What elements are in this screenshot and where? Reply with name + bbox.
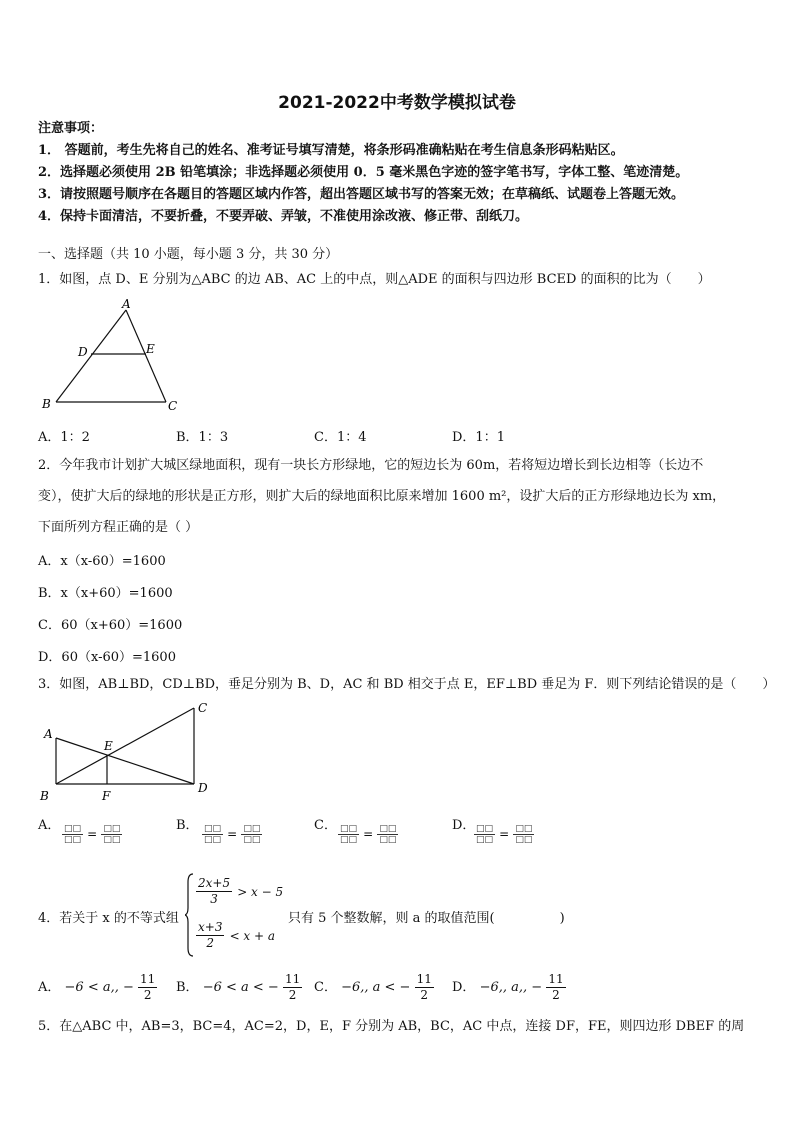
q4-option-b[interactable] (176, 972, 302, 1003)
q3-option-b-letter: B． (176, 818, 199, 833)
q3-label-a: A (44, 727, 53, 741)
q3-segment-ad (56, 738, 194, 784)
q4-ineq2-frac: $\frac{x+3}{2}$ (198, 920, 223, 950)
q3-option-a-letter: A． (38, 818, 61, 833)
q3-option-a-frac-right: $\frac{□□}{□□}$ (103, 824, 121, 845)
q3-option-d-frac-left: $\frac{□□}{□□}$ (476, 824, 494, 845)
q1-label-c: C (168, 399, 178, 413)
q3-label-f: F (102, 789, 111, 803)
q1-triangle-figure (36, 296, 186, 416)
q3-option-c-equation: $\frac{□□}{□□}$ = $\frac{□□}{□□}$ (340, 824, 397, 845)
q3-option-c-letter: C． (314, 818, 337, 833)
q2-option-b[interactable]: B．x（x+60）=1600 (38, 586, 173, 601)
q3-label-e: E (104, 739, 113, 753)
q4-inequality-1 (196, 876, 283, 907)
q4-option-d-letter: D． (452, 980, 476, 995)
q4-ineq2-rhs: < x + a (229, 929, 276, 943)
q3-option-b-equation: $\frac{□□}{□□}$ = $\frac{□□}{□□}$ (204, 824, 261, 845)
q4-option-a-frac: $\frac{11}{2}$ (140, 972, 156, 1002)
notice-item-3: 3．请按照题号顺序在各题目的答题区域内作答，超出答题区域书写的答案无效；在草稿纸、试题卷上答题无效。 (38, 187, 685, 202)
q3-figure (36, 698, 226, 808)
q2-text-line1: 2．今年我市计划扩大城区绿地面积，现有一块长方形绿地，它的短边长为 60m，若将短边增长到长边相等（长边不 (38, 458, 704, 473)
q1-text: 1．如图，点 D、E 分别为△ABC 的边 AB、AC 上的中点，则△ADE 的面积与四边形 BCED 的面积的比为（ ） (38, 272, 711, 287)
q2-option-d[interactable]: D．60（x-60）=1600 (38, 650, 176, 665)
q3-label-b: B (40, 789, 49, 803)
q4-option-b-letter: B． (176, 980, 199, 995)
q4-option-a-letter: A． (38, 980, 61, 995)
notice-heading: 注意事项： (38, 121, 104, 136)
notice-item-1: 1． 答题前，考生先将自己的姓名、准考证号填写清楚，将条形码准确粘贴在考生信息条形码粘贴区。 (38, 143, 624, 158)
q4-brace-icon (185, 872, 189, 956)
q4-option-d-expr: −6,, a,, − (479, 980, 543, 995)
q3-label-d: D (198, 781, 208, 795)
q4-option-d[interactable] (452, 972, 566, 1003)
q4-option-c-frac: $\frac{11}{2}$ (416, 972, 432, 1002)
q4-suffix: 只有 5 个整数解，则 a 的取值范围( ) (288, 911, 565, 926)
q3-option-a-frac-left: $\frac{□□}{□□}$ (64, 824, 82, 845)
q5-text: 5．在△ABC 中，AB=3，BC=4，AC=2，D，E，F 分别为 AB，BC，AC 中点，连接 DF，FE，则四边形 DBEF 的周 (38, 1019, 745, 1034)
q4-option-c-expr: −6,, a < − (341, 980, 411, 995)
q2-option-c[interactable]: C．60（x+60）=1600 (38, 618, 183, 633)
q1-side-ab (56, 310, 126, 402)
exam-title: 2021-2022中考数学模拟试卷 (278, 93, 516, 113)
q3-option-d-letter: D． (452, 818, 476, 833)
notice-item-2: 2．选择题必须使用 2B 铅笔填涂；非选择题必须使用 0．5 毫米黑色字迹的签字笔书写，字体工整、笔迹清楚。 (38, 165, 689, 180)
q1-label-b: B (42, 397, 51, 411)
q3-option-c-frac-left: $\frac{□□}{□□}$ (340, 824, 358, 845)
q4-option-a[interactable] (38, 972, 157, 1003)
q2-text-line3: 下面所列方程正确的是（ ） (38, 520, 199, 535)
q1-option-b[interactable]: B．1：3 (176, 430, 229, 445)
q3-label-c: C (198, 701, 208, 715)
q2-option-a[interactable]: A．x（x-60）=1600 (38, 554, 166, 569)
q2-text-line2: 变），使扩大后的绿地的形状是正方形，则扩大后的绿地面积比原来增加 1600 m²，设扩大后的正方形绿地边长为 xm， (38, 489, 726, 504)
q1-label-d: D (78, 345, 88, 359)
q1-option-d[interactable]: D．1：1 (452, 430, 505, 445)
q3-option-b[interactable] (176, 814, 261, 845)
q4-inequality-2 (196, 920, 275, 951)
q4-prefix: 4．若关于 x 的不等式组 (38, 911, 179, 926)
q4-option-b-expr: −6 < a < − (202, 980, 279, 995)
q3-option-d-frac-right: $\frac{□□}{□□}$ (515, 824, 533, 845)
q3-option-a[interactable] (38, 814, 121, 845)
q1-side-ac (126, 310, 166, 402)
q3-text: 3．如图，AB⊥BD，CD⊥BD，垂足分别为 B、D，AC 和 BD 相交于点 E，EF⊥BD 垂足为 F．则下列结论错误的是（ ） (38, 677, 776, 692)
notice-item-4: 4．保持卡面清洁，不要折叠，不要弄破、弄皱，不准使用涂改液、修正带、刮纸刀。 (38, 209, 529, 224)
q4-option-c-letter: C． (314, 980, 337, 995)
q3-option-c-frac-right: $\frac{□□}{□□}$ (379, 824, 397, 845)
q4-option-c[interactable] (314, 972, 434, 1003)
q3-option-c[interactable] (314, 814, 397, 845)
q1-label-a: A (122, 297, 131, 311)
q1-label-e: E (146, 342, 155, 356)
q4-ineq1-rhs: > x − 5 (237, 885, 284, 899)
q4-option-a-expr: −6 < a,, − (64, 980, 134, 995)
q3-segment-bc (56, 708, 194, 784)
q3-option-d[interactable] (452, 814, 533, 845)
q3-option-b-frac-left: $\frac{□□}{□□}$ (204, 824, 222, 845)
section-heading: 一、选择题（共 10 小题，每小题 3 分，共 30 分） (38, 247, 339, 262)
q4-option-d-frac: $\frac{11}{2}$ (548, 972, 564, 1002)
q4-option-b-frac: $\frac{11}{2}$ (284, 972, 301, 1002)
q1-option-a[interactable]: A．1：2 (38, 430, 90, 445)
q1-option-c[interactable]: C．1：4 (314, 430, 367, 445)
q3-option-a-equation: $\frac{□□}{□□}$ = $\frac{□□}{□□}$ (64, 824, 121, 845)
q3-option-b-frac-right: $\frac{□□}{□□}$ (243, 824, 261, 845)
q4-ineq1-frac: $\frac{2x+5}{3}$ (198, 876, 231, 906)
q3-option-d-equation: $\frac{□□}{□□}$ = $\frac{□□}{□□}$ (476, 824, 533, 845)
